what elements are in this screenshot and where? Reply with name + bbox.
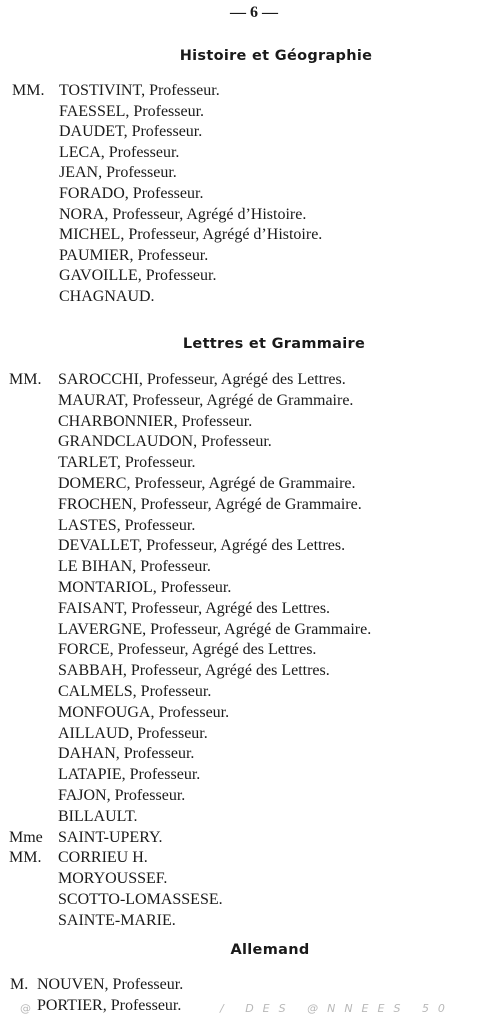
staff-entry-text: CORRIEU H.: [58, 849, 148, 867]
honorific-prefix: Mme: [9, 828, 43, 846]
staff-entry-text: CALMELS, Professeur.: [58, 682, 212, 700]
section-heading-allemand: Allemand: [230, 942, 310, 958]
list-item: [0, 911, 480, 932]
list-item: [0, 620, 480, 641]
staff-entry-text: DAUDET, Professeur.: [59, 123, 203, 141]
staff-entry-text: LAVERGNE, Professeur, Agrégé de Grammaire.: [58, 620, 372, 638]
staff-entry-text: JEAN, Professeur.: [59, 164, 177, 182]
staff-entry-text: PORTIER, Professeur.: [37, 996, 182, 1014]
staff-entry-text: GAVOILLE, Professeur.: [59, 267, 217, 285]
list-item: [0, 205, 480, 226]
list-item: [0, 975, 480, 996]
list-item: [0, 640, 480, 661]
staff-entry-text: TOSTIVINT, Professeur.: [59, 82, 220, 99]
honorific-prefix: MM.: [12, 82, 45, 99]
staff-entry-text: SAROCCHI, Professeur, Agrégé des Lettres.: [58, 371, 346, 388]
list-item: [0, 163, 480, 184]
list-item: [0, 225, 480, 246]
staff-list-histoire-geographie: [0, 81, 480, 308]
staff-entry-text: SCOTTO-LOMASSESE.: [58, 890, 223, 908]
staff-list-lettres-grammaire: [0, 370, 480, 932]
list-item: [0, 557, 480, 578]
staff-entry-text: MONTARIOL, Professeur.: [58, 578, 232, 596]
staff-entry-text: DAHAN, Professeur.: [58, 745, 195, 763]
staff-entry-text: LASTES, Professeur.: [58, 516, 196, 534]
section-heading-lettres-grammaire: Lettres et Grammaire: [182, 336, 366, 352]
staff-entry-text: BILLAULT.: [58, 807, 138, 825]
staff-entry-text: LECA, Professeur.: [59, 143, 180, 161]
list-item: [0, 432, 480, 453]
list-item: [0, 143, 480, 164]
list-item: [0, 246, 480, 267]
staff-entry-text: FAJON, Professeur.: [58, 786, 186, 804]
list-item: [0, 807, 480, 828]
list-item: [0, 495, 480, 516]
staff-entry-text: DEVALLET, Professeur, Agrégé des Lettres.: [58, 537, 346, 555]
list-item: [0, 102, 480, 123]
staff-entry-text: MAURAT, Professeur, Agrégé de Grammaire.: [58, 391, 354, 409]
list-item: [0, 765, 480, 786]
list-item: [0, 744, 480, 765]
list-item: [0, 412, 480, 433]
staff-entry-text: SABBAH, Professeur, Agrégé des Lettres.: [58, 662, 330, 680]
list-item: [0, 516, 480, 537]
watermark-text: / DES @NNEES 50: [220, 1002, 454, 1015]
staff-entry-text: AILLAUD, Professeur.: [58, 724, 208, 742]
staff-entry-text: FAESSEL, Professeur.: [59, 102, 205, 120]
staff-entry-text: PAUMIER, Professeur.: [59, 246, 209, 264]
list-item: [0, 724, 480, 745]
staff-entry-text: GRANDCLAUDON, Professeur.: [58, 433, 272, 451]
staff-entry-text: MORYOUSSEF.: [58, 870, 168, 888]
staff-entry-text: NORA, Professeur, Agrégé d’Histoire.: [59, 205, 307, 223]
list-item: [0, 703, 480, 724]
list-item: [0, 370, 480, 391]
list-item: [0, 661, 480, 682]
staff-entry-text: LATAPIE, Professeur.: [58, 766, 201, 784]
list-item: [0, 184, 480, 205]
staff-entry-text: FROCHEN, Professeur, Agrégé de Grammaire.: [58, 495, 362, 513]
list-item: [0, 869, 480, 890]
staff-entry-text: FORCE, Professeur, Agrégé des Lettres.: [58, 641, 317, 659]
list-item: [0, 848, 480, 869]
list-item: [0, 391, 480, 412]
staff-entry-text: MICHEL, Professeur, Agrégé d’Histoire.: [59, 226, 323, 244]
staff-entry-text: TARLET, Professeur.: [58, 454, 196, 472]
section-heading-histoire-geographie: Histoire et Géographie: [179, 48, 373, 64]
list-item: [0, 474, 480, 495]
list-item: [0, 122, 480, 143]
list-item: [0, 536, 480, 557]
staff-entry-text: FORADO, Professeur.: [59, 184, 204, 202]
staff-entry-text: SAINT-UPERY.: [58, 828, 163, 846]
list-item: [0, 682, 480, 703]
staff-entry-text: LE BIHAN, Professeur.: [58, 558, 211, 576]
staff-entry-text: CHARBONNIER, Professeur.: [58, 412, 253, 430]
list-item: [0, 828, 480, 849]
list-item: [0, 453, 480, 474]
honorific-prefix: MM.: [9, 849, 42, 867]
staff-entry-text: MONFOUGA, Professeur.: [58, 703, 230, 721]
watermark-left-mark: @: [20, 1002, 31, 1015]
staff-entry-text: DOMERC, Professeur, Agrégé de Grammaire.: [58, 474, 356, 492]
list-item: [0, 287, 480, 308]
staff-entry-text: CHAGNAUD.: [59, 287, 155, 305]
honorific-prefix: MM.: [9, 371, 42, 388]
page-number: — 6 —: [230, 4, 278, 21]
staff-entry-text: NOUVEN, Professeur.: [37, 976, 184, 993]
list-item: [0, 599, 480, 620]
list-item: [0, 266, 480, 287]
list-item: [0, 81, 480, 102]
list-item: [0, 890, 480, 911]
list-item: [0, 786, 480, 807]
staff-entry-text: SAINTE-MARIE.: [58, 911, 176, 929]
list-item: [0, 578, 480, 599]
staff-entry-text: FAISANT, Professeur, Agrégé des Lettres.: [58, 599, 331, 617]
honorific-prefix: M.: [10, 976, 29, 993]
